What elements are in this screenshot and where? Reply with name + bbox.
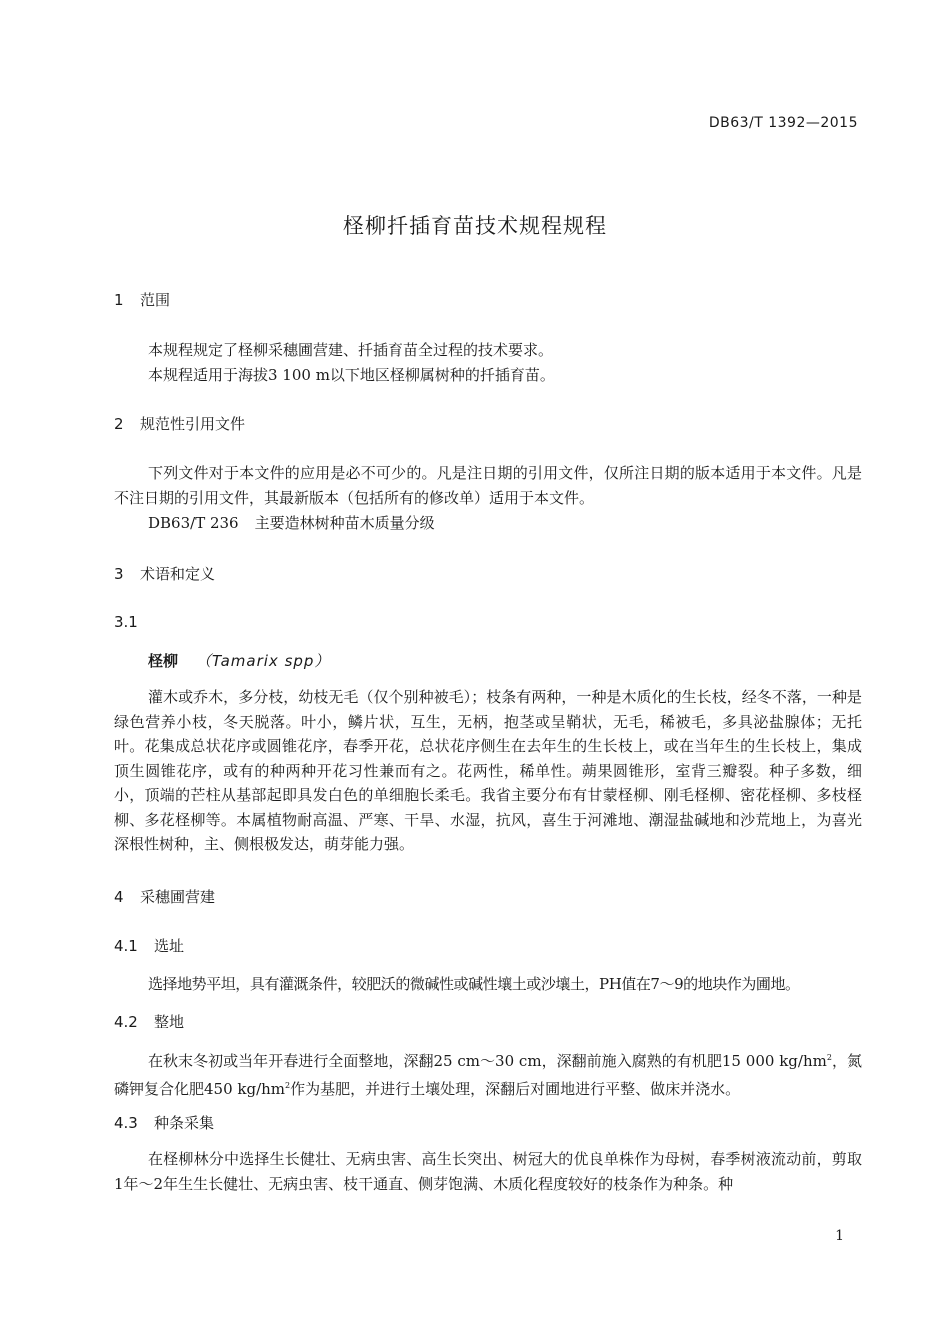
subsection-3-1-number: 3.1 <box>114 613 138 631</box>
section-title: 采穗圃营建 <box>140 888 216 906</box>
term-definition: 灌木或乔木，多分枝，幼枝无毛（仅个别种被毛）；枝条有两种，一种是木质化的生长枝，经冬不落，一种是绿色营养小枝，冬天脱落。叶小，鳞片状，互生，无柄，抱茎或呈鞘状，无毛，稀被毛，多具泌盐腺体；无托叶。花集成总状花序或圆锥花序，春季开花，总状花序侧生在去年生的生长枝上，或在当年生的生长枝上，集成顶生圆锥花序，或有的种两种开花习性兼而有之。花两性，稀单性。蒴果圆锥形，室背三瓣裂。种子多数，细小，顶端的芒柱从基部起即具发白色的单细胞长柔毛。我省主要分布有甘蒙柽柳、刚毛柽柳、密花柽柳、多枝柽柳、多花柽柳等。本属植物耐高温、严寒、干旱、水湿，抗风，喜生于河滩地、潮湿盐碱地和沙荒地上，为喜光深根性树种，主、侧根极发达，萌芽能力强。 <box>114 688 862 853</box>
page-number: 1 <box>835 1228 844 1244</box>
subsection-4-3-heading <box>114 1112 214 1133</box>
subsection-4-1-heading <box>114 935 184 956</box>
normative-reference <box>148 512 435 533</box>
text-part: 在秋末冬初或当年开春进行全面整地，深翻25 cm～30 cm，深翻前施入腐熟的有机肥15 000 kg/hm <box>148 1052 827 1070</box>
document-code: DB63/T 1392—2015 <box>708 115 858 131</box>
section-title: 规范性引用文件 <box>140 415 246 433</box>
subsection-number: 4.1 <box>114 937 138 955</box>
section-number: 4 <box>114 888 124 906</box>
section-number: 2 <box>114 415 124 433</box>
reference-code: DB63/T 236 <box>148 514 239 532</box>
subsection-number: 4.3 <box>114 1114 138 1132</box>
text-part: ，氮磷钾复合化肥450 kg/hm <box>114 1052 862 1098</box>
subsection-title: 选址 <box>154 937 185 955</box>
section-4-heading <box>114 886 215 907</box>
superscript: 2 <box>826 1053 832 1062</box>
subsection-4-3-paragraph: 在柽柳林分中选择生长健壮、无病虫害、高生长突出、树冠大的优良单株作为母树，春季树液流动前，剪取1年～2年生生长健壮、无病虫害、枝干通直、侧芽饱满、木质化程度较好的枝条作为种条。种 <box>114 1150 862 1193</box>
reference-title: 主要造林树种苗木质量分级 <box>254 514 435 532</box>
subsection-4-2-paragraph <box>114 1046 862 1101</box>
subsection-4-2-heading <box>114 1011 184 1032</box>
subsection-title: 整地 <box>154 1013 185 1031</box>
section-2-heading <box>114 413 245 434</box>
section-1-heading <box>114 289 170 310</box>
section-1-paragraph-2: 本规程适用于海拔3 100 m以下地区柽柳属树种的扦插育苗。 <box>148 366 555 384</box>
document-title: 柽柳扦插育苗技术规程规程 <box>343 214 607 238</box>
section-3-heading <box>114 563 215 584</box>
section-title: 术语和定义 <box>140 565 216 583</box>
section-title: 范围 <box>140 291 171 309</box>
section-2-paragraph-1: 下列文件对于本文件的应用是必不可少的。凡是注日期的引用文件，仅所注日期的版本适用于本文件。凡是不注日期的引用文件，其最新版本（包括所有的修改单）适用于本文件。 <box>114 464 862 507</box>
subsection-number: 4.2 <box>114 1013 138 1031</box>
term-name: 柽柳 <box>148 652 179 670</box>
section-number: 3 <box>114 565 124 583</box>
subsection-title: 种条采集 <box>154 1114 215 1132</box>
superscript: 2 <box>285 1080 291 1090</box>
term-latin-name: （Tamarix spp） <box>196 652 331 670</box>
subsection-4-1-paragraph: 选择地势平坦，具有灌溉条件，较肥沃的微碱性或碱性壤土或沙壤土，PH值在7～9的地块作为圃地。 <box>148 975 800 993</box>
section-number: 1 <box>114 291 124 309</box>
section-1-paragraph-1: 本规程规定了柽柳采穗圃营建、扦插育苗全过程的技术要求。 <box>148 341 554 359</box>
text-part: 作为基肥，并进行土壤处理，深翻后对圃地进行平整、做床并浇水。 <box>290 1079 741 1098</box>
term-entry <box>148 650 330 671</box>
